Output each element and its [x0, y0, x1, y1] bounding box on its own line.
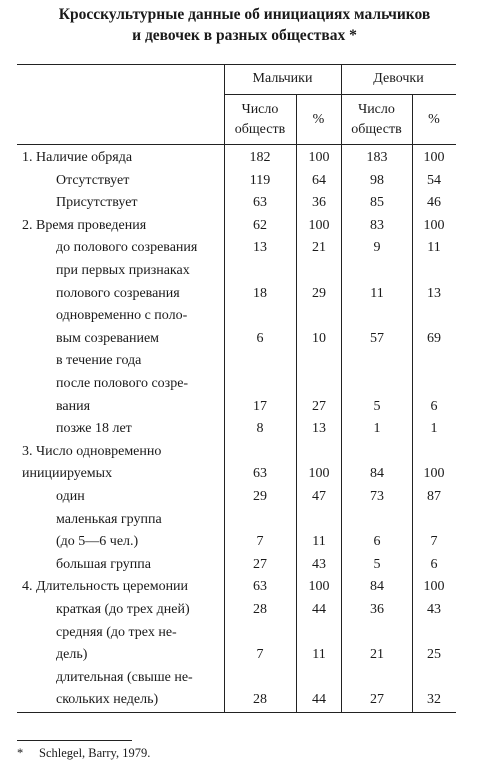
- row-value: 7: [256, 534, 264, 550]
- row-value: 7: [430, 534, 438, 550]
- row-value: 6: [373, 534, 381, 550]
- row-value: 36: [312, 195, 326, 211]
- row-label: краткая (до трех дней): [56, 602, 190, 617]
- header-girls-count: [341, 100, 412, 140]
- row-value: 43: [312, 556, 326, 572]
- row-value: 119: [249, 172, 271, 188]
- row-label: 4. Длительность церемонии: [22, 579, 189, 595]
- row-value: 63: [253, 466, 267, 482]
- header-count-line-1: Число: [358, 102, 395, 117]
- row-label: 2. Время проведения: [22, 217, 147, 233]
- title-line-2: и девочек в разных обществах *: [132, 27, 357, 44]
- row-label: Присутствует: [56, 195, 138, 211]
- row-value: 44: [312, 692, 326, 708]
- row-value: 87: [427, 489, 441, 504]
- row-value: 100: [423, 150, 445, 165]
- table-top-rule: [17, 64, 456, 65]
- row-value: 62: [253, 217, 267, 233]
- row-value: 57: [370, 330, 384, 346]
- row-label: одновременно с поло-: [56, 308, 188, 324]
- row-value: 84: [370, 466, 384, 482]
- row-value: 36: [370, 602, 384, 617]
- row-label: большая группа: [56, 556, 151, 572]
- row-value: 11: [312, 534, 326, 550]
- header-count-line-2: обществ: [351, 122, 402, 137]
- col-divider-girls-percent: [412, 94, 413, 712]
- row-value: 47: [312, 489, 326, 504]
- row-value: 100: [308, 579, 330, 595]
- row-value: 44: [312, 602, 326, 617]
- row-value: 32: [427, 692, 441, 708]
- footnote-text: Schlegel, Barry, 1979.: [39, 746, 151, 760]
- header-girls-percent: %: [428, 112, 440, 127]
- header-group-rule: [224, 94, 456, 95]
- row-label: 1. Наличие обряда: [22, 150, 133, 165]
- row-label: после полового созре-: [56, 376, 189, 391]
- row-label: полового созревания: [56, 285, 180, 301]
- row-value: 18: [253, 285, 267, 301]
- footnote: [17, 746, 150, 761]
- row-value: 182: [249, 150, 271, 165]
- row-value: 98: [370, 172, 384, 188]
- row-label: инициируемых: [22, 466, 113, 482]
- row-value: 6: [256, 330, 264, 346]
- row-value: 5: [373, 398, 381, 414]
- title-line-1: Кросскультурные данные об инициациях мальчиков: [58, 6, 431, 23]
- row-value: 13: [312, 421, 326, 437]
- row-label: дель): [56, 647, 88, 663]
- row-value: 100: [308, 150, 330, 165]
- row-label: при первых признаках: [56, 263, 190, 278]
- row-value: 11: [312, 647, 326, 663]
- row-value: 13: [427, 285, 441, 301]
- row-value: 100: [423, 466, 445, 482]
- row-value: 83: [370, 217, 384, 233]
- col-divider-label: [224, 64, 225, 712]
- row-value: 17: [253, 398, 267, 414]
- row-value: 10: [312, 330, 326, 346]
- row-value: 11: [427, 240, 441, 256]
- row-value: 5: [373, 556, 381, 572]
- header-boys: Мальчики: [252, 71, 313, 86]
- row-label: скольких недель): [56, 692, 159, 708]
- row-value: 64: [312, 172, 326, 188]
- row-label: Отсутствует: [56, 172, 130, 188]
- col-divider-groups: [341, 64, 342, 712]
- row-value: 46: [427, 195, 441, 211]
- row-label: один: [56, 489, 85, 504]
- table-bottom-rule: [17, 712, 456, 713]
- row-value: 11: [370, 285, 384, 301]
- row-value: 100: [423, 579, 445, 595]
- row-label: вания: [56, 398, 91, 414]
- row-label: позже 18 лет: [56, 421, 132, 437]
- row-value: 25: [427, 647, 441, 663]
- header-bottom-rule: [17, 144, 456, 145]
- row-value: 7: [256, 647, 264, 663]
- row-label: длительная (свыше не-: [56, 669, 193, 685]
- row-label: маленькая группа: [56, 511, 162, 527]
- row-value: 29: [312, 285, 326, 301]
- row-value: 8: [256, 421, 264, 437]
- row-label: средняя (до трех не-: [56, 624, 177, 640]
- row-label: в течение года: [56, 353, 142, 369]
- row-label: (до 5—6 чел.): [56, 534, 139, 550]
- row-value: 85: [370, 195, 384, 211]
- footnote-rule: [17, 740, 132, 741]
- col-divider-boys-percent: [296, 94, 297, 712]
- row-label: вым созреванием: [56, 330, 160, 346]
- header-boys-count: [224, 100, 296, 140]
- row-value: 9: [373, 240, 381, 256]
- row-value: 28: [253, 692, 267, 708]
- header-boys-percent: %: [312, 112, 325, 127]
- header-count-line-1: Число: [241, 102, 279, 117]
- row-label: 3. Число одновременно: [22, 443, 162, 459]
- row-value: 63: [253, 195, 267, 211]
- row-value: 13: [253, 240, 267, 256]
- row-value: 21: [370, 647, 384, 663]
- row-value: 73: [370, 489, 384, 504]
- row-value: 6: [430, 556, 438, 572]
- row-value: 100: [423, 217, 445, 233]
- header-count-line-2: обществ: [234, 122, 286, 137]
- row-value: 29: [253, 489, 267, 504]
- footnote-mark: *: [17, 746, 24, 760]
- row-value: 69: [427, 330, 441, 346]
- row-value: 100: [308, 217, 330, 233]
- row-value: 43: [427, 602, 441, 617]
- row-value: 100: [308, 466, 330, 482]
- header-girls: Девочки: [373, 71, 424, 86]
- row-value: 27: [370, 692, 384, 708]
- row-value: 1: [430, 421, 438, 437]
- row-value: 27: [253, 556, 267, 572]
- row-value: 54: [427, 172, 441, 188]
- table-title: [0, 4, 489, 46]
- row-value: 21: [312, 240, 326, 256]
- row-value: 6: [430, 398, 438, 414]
- row-value: 63: [253, 579, 267, 595]
- row-value: 84: [370, 579, 384, 595]
- row-value: 1: [373, 421, 381, 437]
- row-value: 28: [253, 602, 267, 617]
- row-label: до полового созревания: [56, 240, 198, 256]
- row-value: 183: [366, 150, 388, 165]
- row-value: 27: [312, 398, 326, 414]
